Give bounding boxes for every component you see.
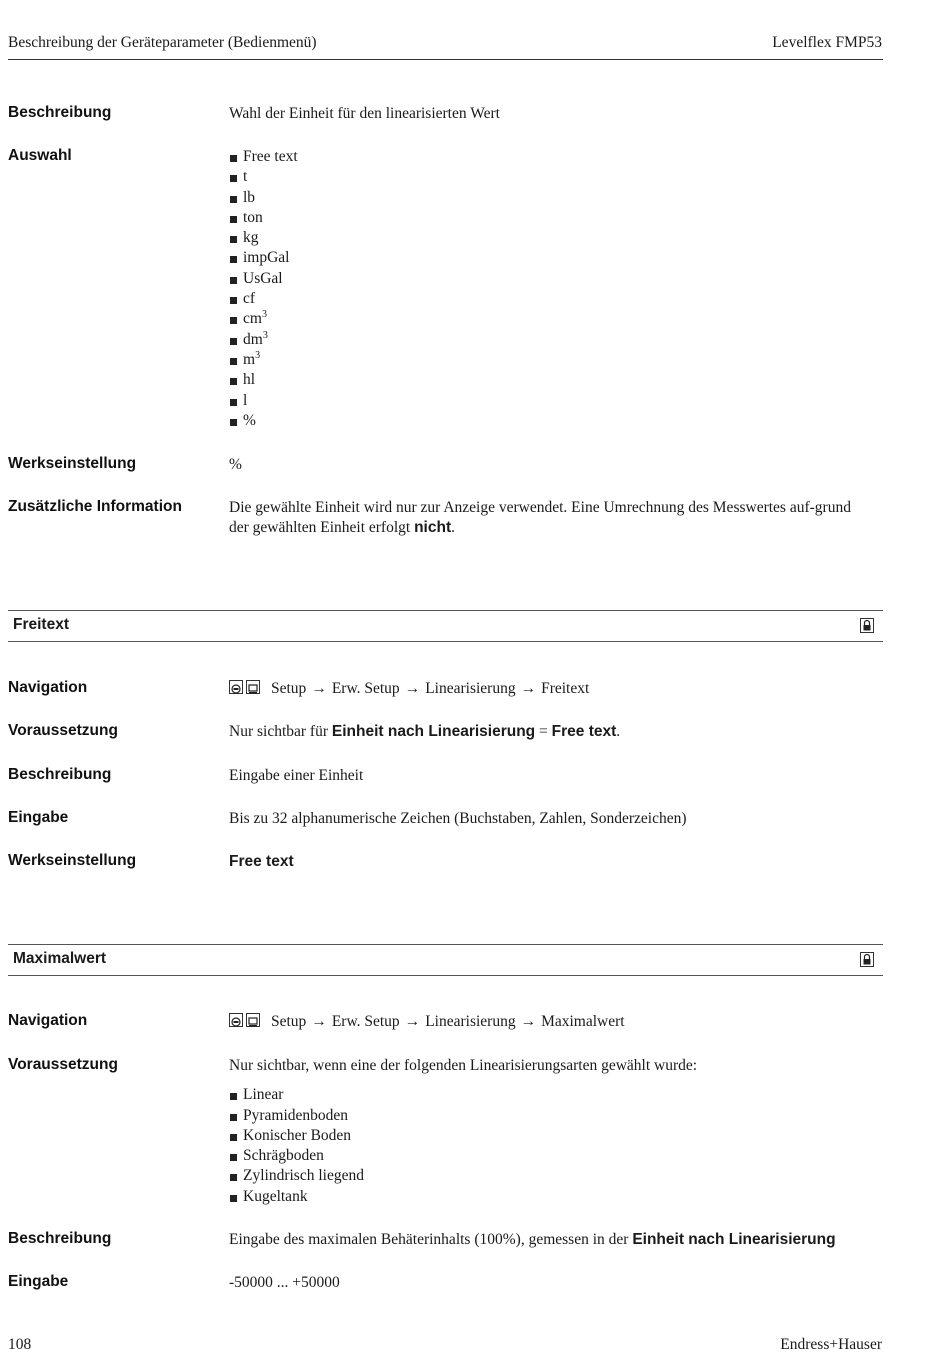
label: Eingabe [8,809,69,826]
value: Wahl der Einheit für den linearisierten Wert [229,105,500,122]
section-header-freitext [8,610,883,642]
label: Navigation [8,679,88,696]
list-item: hl [229,370,879,390]
list-item: ton [229,208,879,228]
label: Voraussetzung [8,722,118,739]
expert-menu-icon [229,680,243,694]
value: -50000 ... +50000 [229,1274,340,1291]
value [229,147,879,431]
label: Eingabe [8,1273,69,1290]
label: Werkseinstellung [8,852,137,869]
value: % [229,456,242,473]
value: Die gewählte Einheit wird nur zur Anzeige verwendet. Eine Umrechnung des Messwertes auf-grund der gewählten Einheit erfolgt nicht. [229,499,851,537]
list-item: $cm^3$ [229,309,879,329]
brand-name: Endress+Hauser [780,1336,882,1353]
list-item: $dm^3$ [229,330,879,350]
label: Beschreibung [8,104,112,121]
label: Beschreibung [8,766,112,783]
list-item: impGal [229,248,879,268]
list-item: lb [229,188,879,208]
label: Navigation [8,1012,88,1029]
list-item: $m^3$ [229,350,879,370]
list-item: t [229,167,879,187]
list-item: l [229,391,879,411]
arrow-icon: → [520,680,537,697]
navigation-path: Setup → Erw. Setup → Linearisierung → Freitext [229,679,879,701]
value: Eingabe des maximalen Behäterinhalts (100%), gemessen in der Einheit nach Linearisierung [229,1231,836,1248]
label: Zusätzliche Information [8,498,182,515]
page-header-title: Beschreibung der Geräteparameter (Bedienmenü) [8,34,317,51]
label: Auswahl [8,147,72,164]
list-item: Linear [229,1085,879,1105]
page-number: 108 [8,1336,32,1353]
list-item: Schrägboden [229,1146,879,1166]
label: Beschreibung [8,1230,112,1247]
list-item: Kugeltank [229,1187,879,1207]
linearization-types-list [229,1085,879,1207]
section-title: Maximalwert [13,950,107,967]
arrow-icon: → [311,1013,327,1030]
unit-options-list [229,147,879,431]
navigation-path: Setup → Erw. Setup → Linearisierung → Maximalwert [229,1012,879,1034]
page-header-product: Levelflex FMP53 [772,34,882,51]
value: Free text [229,853,294,870]
value: Bis zu 32 alphanumerische Zeichen (Buchstaben, Zahlen, Sonderzeichen) [229,810,687,827]
list-item: Pyramidenboden [229,1106,879,1126]
section-header-maximalwert [8,944,883,976]
list-item: kg [229,228,879,248]
lock-icon [860,952,874,967]
list-item: cf [229,289,879,309]
arrow-icon: → [404,680,421,697]
arrow-icon: → [520,1013,537,1030]
value: Eingabe einer Einheit [229,767,364,784]
list-item: Zylindrisch liegend [229,1166,879,1186]
arrow-icon: → [404,1013,421,1030]
display-icon [246,1013,260,1027]
header-divider [8,59,883,60]
value: Nur sichtbar für Einheit nach Linearisierung = Free text. [229,723,621,740]
display-icon [246,680,260,694]
list-item: UsGal [229,269,879,289]
list-item: % [229,411,879,431]
list-item: Free text [229,147,879,167]
expert-menu-icon [229,1013,243,1027]
label: Werkseinstellung [8,455,137,472]
arrow-icon: → [311,680,327,697]
label: Voraussetzung [8,1056,118,1073]
section-title: Freitext [13,616,69,633]
lock-icon [860,618,874,633]
list-item: Konischer Boden [229,1126,879,1146]
value: Nur sichtbar, wenn eine der folgenden Linearisierungsarten gewählt wurde: Linear Pyramidenboden Konischer Boden Schrägboden Zylindrisch liegend Kugeltank [229,1056,879,1207]
